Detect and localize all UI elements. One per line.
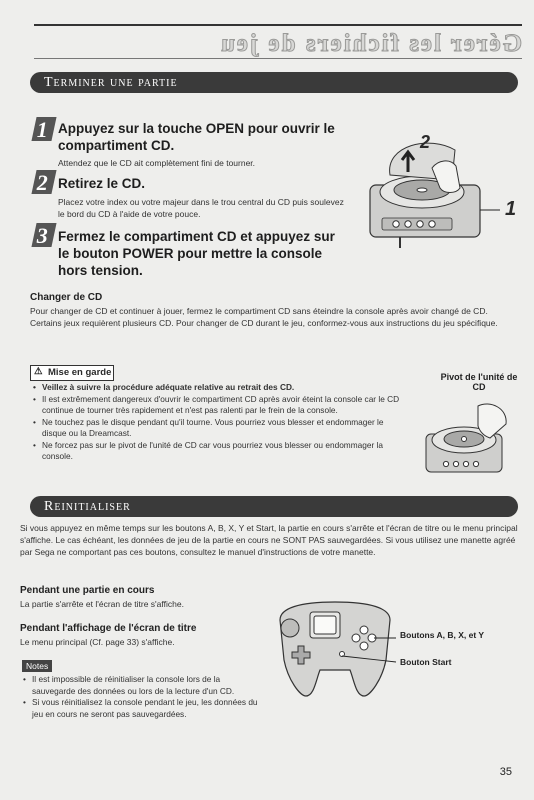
during-title-text: Le menu principal (Cf. page 33) s'affiche. [20, 637, 175, 647]
caution-item: • Il est extrêmement dangereux d'ouvrir le compartiment CD après avoir éteint la console car le CD continue de tourner très rapidement et n'est pas ralenti par le frein de la console. [30, 394, 400, 417]
section-bar-terminer [30, 72, 518, 93]
controller-illustration [270, 600, 400, 710]
step-1-title: Appuyez sur la touche OPEN pour ouvrir le compartiment CD. [58, 121, 335, 153]
page-header-title: Gérer les fichiers de jeu [218, 30, 522, 57]
step-number-2: 2 [31, 170, 56, 194]
page-number: 35 [499, 766, 512, 778]
section-bar-reinitialiser [30, 496, 518, 517]
step-1-text: Attendez que le CD ait complètement fini de tourner. [58, 158, 256, 168]
during-game-text: La partie s'arrête et l'écran de titre s'affiche. [20, 599, 184, 609]
abxy-buttons-label: Boutons A, B, X, et Y [400, 630, 485, 640]
during-game-heading: Pendant une partie en cours [20, 585, 155, 596]
change-cd-text: Pour changer de CD et continuer à jouer, fermez le compartiment CD sans éteindre la console après avoir changé de CD. Certains jeux requièrent plusieurs CD. Pour changer de CD durant le jeu, conformez-vous aux instructions du jeu spécifique. [30, 306, 498, 328]
console-open-illustration [360, 130, 520, 250]
header-rule-lower [34, 58, 522, 59]
reset-intro-text: Si vous appuyez en même temps sur les boutons A, B, X, Y et Start, la partie en cours s'arrête et l'écran de titre ou le menu principal s'affiche. Le cas échéant, les données de jeu de la partie en cours ne SONT PAS sauvegardées. Si vous utilisez une manette agréé par Sega ne comportant pas ces boutons, consultez le manuel d'instructions de votre manette. [20, 523, 518, 557]
pivot-label: Pivot de l'unité de CD [440, 372, 518, 392]
caution-item: • Ne touchez pas le disque pendant qu'il tourne. Vous pourriez vous blesser et endommager le disque ou la Dreamcast. [30, 417, 400, 440]
caution-list [30, 382, 400, 463]
warning-triangle-icon: ⚠ [34, 366, 43, 377]
caution-item: • Veillez à suivre la procédure adéquate relative au retrait des CD. [30, 382, 400, 394]
step-number-3: 3 [31, 223, 56, 247]
notes-item: • Si vous réinitialisez la console pendant le jeu, les données du jeu en cours ne seront pas sauvegardées. [20, 697, 260, 720]
caution-item: • Ne forcez pas sur le pivot de l'unité de CD car vous pourriez vous blesser ou endommager la console. [30, 440, 400, 463]
section-title: Terminer une partie [44, 75, 178, 90]
figure-label-2: 2 [420, 132, 431, 152]
step-3-title: Fermez le compartiment CD et appuyez sur le bouton POWER pour mettre la console hors tension. [58, 229, 335, 278]
step-2-title: Retirez le CD. [58, 176, 146, 191]
caution-label: Mise en garde [48, 367, 112, 378]
notes-list [20, 674, 260, 720]
notes-item: • Il est impossible de réinitialiser la console lors de la sauvegarde des données ou lors de la lecture d'un CD. [20, 674, 260, 697]
start-button-label: Bouton Start [400, 657, 452, 667]
during-title-heading: Pendant l'affichage de l'écran de titre [20, 623, 197, 634]
cd-pivot-illustration [420, 398, 520, 478]
section-title: Reinitialiser [44, 499, 131, 514]
change-cd-heading: Changer de CD [30, 292, 103, 303]
step-number-1: 1 [31, 117, 56, 141]
caution-label-box [30, 365, 114, 381]
figure-label-1: 1 [505, 198, 517, 220]
notes-label: Notes [22, 660, 52, 672]
header-rule [34, 24, 522, 26]
step-2-text: Placez votre index ou votre majeur dans le trou central du CD puis soulevez le bord du CD à l'aide de votre pouce. [58, 197, 344, 219]
